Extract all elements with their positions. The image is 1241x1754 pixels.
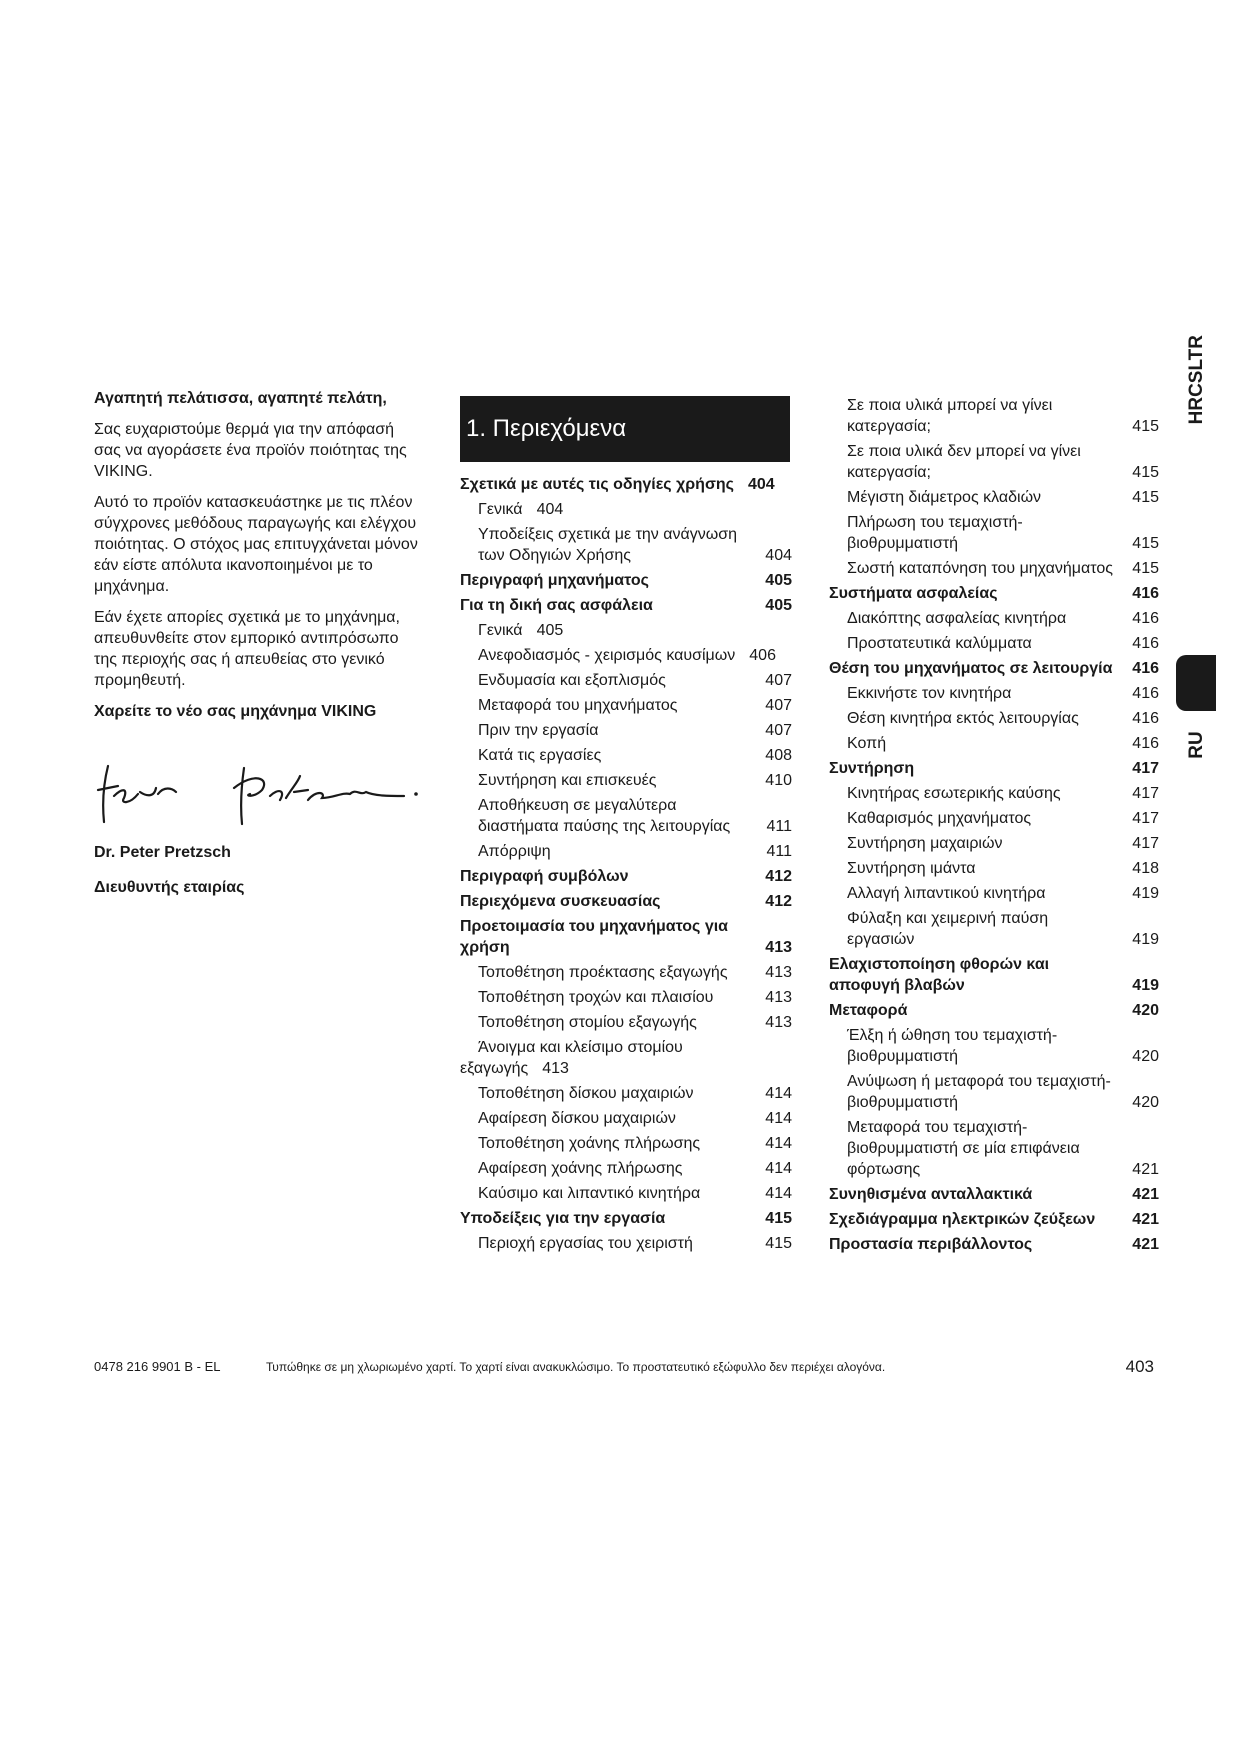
side-tab-marker (1176, 655, 1216, 711)
toc-subsection-entry (829, 858, 1159, 879)
toc-entry-title: Σχετικά με αυτές τις οδηγίες χρήσης (460, 476, 734, 493)
toc-subsection-entry (460, 962, 792, 983)
toc-entry-page: 414 (765, 1185, 792, 1202)
toc-section-entry (829, 658, 1159, 679)
toc-entry-page: 413 (542, 1060, 569, 1077)
toc-subsection-entry (460, 670, 792, 691)
toc-subsection-entry (829, 512, 1159, 554)
toc-entry-page: 415 (1132, 489, 1159, 506)
toc-section-entry (829, 1184, 1159, 1205)
intro-paragraph: Αυτό το προϊόν κατασκευάστηκε με τις πλέον σύγχρονες μεθόδους παραγωγής και ελέγχου ποιότητας. Ο στόχος μας επιτυγχάνεται μόνον εάν είστε απόλυτα ικανοποιημένοι με το μηχάνημα. (94, 494, 418, 595)
toc-entry-page: 414 (765, 1160, 792, 1177)
toc-column-2 (829, 395, 1159, 1259)
toc-entry-page: 411 (766, 843, 792, 860)
toc-entry-page: 407 (765, 672, 792, 689)
toc-entry-title: Σχεδιάγραμμα ηλεκτρικών ζεύξεων (829, 1211, 1096, 1228)
toc-entry-title: Συντήρηση μαχαιριών (847, 835, 1003, 852)
toc-subsection-entry (829, 1071, 1159, 1113)
toc-subsection-entry (460, 770, 792, 791)
toc-entry-page: 411 (766, 818, 792, 835)
toc-entry-title: Υποδείξεις για την εργασία (460, 1210, 666, 1227)
toc-subsection-entry (460, 987, 792, 1008)
toc-entry-page: 420 (1132, 1002, 1159, 1019)
toc-subsection-entry (460, 1012, 792, 1033)
toc-entry-title: Σε ποια υλικά δεν μπορεί να γίνει κατεργασία; (847, 443, 1081, 481)
page-number: 403 (1125, 1357, 1154, 1376)
toc-section-entry (829, 758, 1159, 779)
toc-entry-title: Περιγραφή μηχανήματος (460, 572, 649, 589)
toc-subsection-entry (460, 720, 792, 741)
toc-subsection-entry (829, 908, 1159, 950)
toc-entry-page: 406 (749, 647, 776, 664)
toc-subsection-entry (460, 1037, 792, 1079)
toc-entry-title: Συντήρηση ιμάντα (847, 860, 976, 877)
signature-image (94, 752, 424, 832)
toc-section-entry (460, 570, 792, 591)
toc-column-1 (460, 474, 792, 1258)
toc-entry-page: 405 (765, 572, 792, 589)
toc-entry-page: 415 (1132, 560, 1159, 577)
toc-entry-title: Θέση κινητήρα εκτός λειτουργίας (847, 710, 1079, 727)
toc-entry-title: Έλξη ή ώθηση του τεμαχιστή-βιοθρυμματιστή (847, 1027, 1058, 1065)
toc-entry-page: 414 (765, 1135, 792, 1152)
toc-entry-page: 410 (765, 772, 792, 789)
toc-entry-page: 416 (1132, 735, 1159, 752)
toc-entry-page: 416 (1132, 660, 1159, 677)
toc-entry-title: Συστήματα ασφαλείας (829, 585, 998, 602)
toc-subsection-entry (460, 841, 792, 862)
toc-entry-page: 415 (1132, 464, 1159, 481)
toc-entry-page: 416 (1132, 585, 1159, 602)
toc-entry-title: Πλήρωση του τεμαχιστή-βιοθρυμματιστή (847, 514, 1023, 552)
document-code: 0478 216 9901 B - EL (94, 1359, 221, 1374)
toc-entry-title: Προστασία περιβάλλοντος (829, 1236, 1033, 1253)
toc-entry-title: Αφαίρεση χοάνης πλήρωσης (478, 1160, 683, 1177)
toc-entry-title: Γενικά (478, 501, 523, 518)
toc-entry-page: 421 (1132, 1211, 1159, 1228)
toc-entry-page: 416 (1132, 635, 1159, 652)
toc-entry-title: Φύλαξη και χειμερινή παύση εργασιών (847, 910, 1049, 948)
toc-section-entry (829, 1234, 1159, 1255)
toc-subsection-entry (829, 487, 1159, 508)
toc-entry-page: 419 (1132, 885, 1159, 902)
toc-entry-title: Μεταφορά του μηχανήματος (478, 697, 678, 714)
toc-entry-title: Περιοχή εργασίας του χειριστή (478, 1235, 693, 1252)
toc-entry-page: 414 (765, 1085, 792, 1102)
side-tab-model (1180, 335, 1214, 435)
toc-section-entry (829, 954, 1159, 996)
toc-entry-page: 404 (748, 476, 775, 493)
footer-note: Τυπώθηκε σε μη χλωριωμένο χαρτί. Το χαρτί είναι ανακυκλώσιμο. Το προστατευτικό εξώφυλλο δεν περιέχει αλογόνα. (266, 1360, 886, 1374)
toc-entry-page: 417 (1132, 835, 1159, 852)
toc-entry-title: Σε ποια υλικά μπορεί να γίνει κατεργασία; (847, 397, 1053, 435)
toc-subsection-entry (460, 1083, 792, 1104)
toc-entry-title: Μεταφορά του τεμαχιστή-βιοθρυμματιστή σε μία επιφάνεια φόρτωσης (847, 1119, 1080, 1178)
toc-entry-page: 416 (1132, 685, 1159, 702)
toc-entry-title: Τοποθέτηση χοάνης πλήρωσης (478, 1135, 701, 1152)
toc-entry-title: Διακόπτης ασφαλείας κινητήρα (847, 610, 1067, 627)
toc-entry-title: Εκκινήστε τον κινητήρα (847, 685, 1012, 702)
toc-entry-title: Αλλαγή λιπαντικού κινητήρα (847, 885, 1046, 902)
toc-subsection-entry (829, 633, 1159, 654)
toc-entry-page: 419 (1132, 931, 1159, 948)
toc-entry-page: 413 (765, 1014, 792, 1031)
signer-title: Διευθυντής εταιρίας (94, 879, 245, 896)
toc-subsection-entry (460, 1133, 792, 1154)
toc-entry-page: 420 (1132, 1048, 1159, 1065)
toc-entry-page: 421 (1132, 1186, 1159, 1203)
toc-section-entry (460, 916, 792, 958)
toc-subsection-entry (829, 783, 1159, 804)
toc-entry-page: 405 (765, 597, 792, 614)
toc-entry-title: Κατά τις εργασίες (478, 747, 602, 764)
toc-entry-page: 413 (765, 939, 792, 956)
toc-section-entry (460, 1208, 792, 1229)
intro-paragraph: Σας ευχαριστούμε θερμά για την απόφασή σας να αγοράσετε ένα προϊόν ποιότητας της VIKING. (94, 421, 407, 480)
toc-subsection-entry (829, 808, 1159, 829)
toc-entry-page: 417 (1132, 785, 1159, 802)
intro-paragraph: Εάν έχετε απορίες σχετικά με το μηχάνημα, απευθυνθείτε στον εμπορικό αντιπρόσωπο της περιοχής σας ή απευθείας στο γενικό προμηθευτή. (94, 609, 400, 689)
toc-entry-title: Άνοιγμα και κλείσιμο στομίου εξαγωγής (460, 1039, 683, 1077)
toc-entry-page: 421 (1132, 1161, 1159, 1178)
toc-subsection-entry (460, 645, 792, 666)
toc-entry-page: 416 (1132, 610, 1159, 627)
toc-entry-page: 415 (1132, 535, 1159, 552)
toc-entry-page: 414 (765, 1110, 792, 1127)
toc-entry-title: Τοποθέτηση στομίου εξαγωγής (478, 1014, 697, 1031)
toc-entry-title: Ανύψωση ή μεταφορά του τεμαχιστή-βιοθρυμματιστή (847, 1073, 1111, 1111)
toc-subsection-entry (829, 708, 1159, 729)
toc-entry-page: 421 (1132, 1236, 1159, 1253)
toc-entry-title: Υποδείξεις σχετικά με την ανάγνωση των Οδηγιών Χρήσης (478, 526, 737, 564)
toc-subsection-entry (460, 745, 792, 766)
toc-entry-title: Προετοιμασία του μηχανήματος για χρήση (460, 918, 728, 956)
toc-entry-page: 419 (1132, 977, 1159, 994)
toc-entry-page: 416 (1132, 710, 1159, 727)
toc-subsection-entry (829, 441, 1159, 483)
toc-entry-title: Αποθήκευση σε μεγαλύτερα διαστήματα παύσης της λειτουργίας (478, 797, 731, 835)
toc-entry-title: Συντήρηση και επισκευές (478, 772, 657, 789)
side-tab-model-label: HRCSLTR (1186, 335, 1207, 425)
toc-entry-page: 412 (765, 893, 792, 910)
toc-subsection-entry (460, 1158, 792, 1179)
toc-entry-title: Περιγραφή συμβόλων (460, 868, 629, 885)
toc-entry-page: 412 (765, 868, 792, 885)
toc-entry-page: 404 (536, 501, 564, 518)
toc-entry-page: 415 (765, 1210, 792, 1227)
toc-entry-title: Μεταφορά (829, 1002, 908, 1019)
toc-subsection-entry (829, 883, 1159, 904)
toc-subsection-entry (460, 695, 792, 716)
toc-entry-page: 417 (1132, 760, 1159, 777)
toc-subsection-entry (829, 1117, 1159, 1180)
toc-entry-page: 407 (765, 722, 792, 739)
toc-entry-page: 415 (1132, 418, 1159, 435)
toc-entry-page: 415 (765, 1235, 792, 1252)
toc-subsection-entry (460, 620, 792, 641)
toc-entry-title: Μέγιστη διάμετρος κλαδιών (847, 489, 1042, 506)
toc-entry-title: Συντήρηση (829, 760, 915, 777)
toc-entry-title: Ανεφοδιασμός - χειρισμός καυσίμων (478, 647, 736, 664)
toc-entry-page: 404 (765, 547, 792, 564)
toc-subsection-entry (829, 558, 1159, 579)
toc-subsection-entry (829, 395, 1159, 437)
toc-subsection-entry (460, 524, 792, 566)
toc-entry-page: 418 (1132, 860, 1159, 877)
toc-entry-title: Συνηθισμένα ανταλλακτικά (829, 1186, 1033, 1203)
toc-subsection-entry (460, 1233, 792, 1254)
toc-entry-title: Κοπή (847, 735, 887, 752)
toc-section-entry (460, 891, 792, 912)
toc-entry-title: Απόρριψη (478, 843, 551, 860)
toc-entry-title: Γενικά (478, 622, 523, 639)
toc-section-entry (829, 583, 1159, 604)
toc-title-bar (460, 396, 790, 462)
toc-section-entry (829, 1000, 1159, 1021)
toc-entry-title: Κινητήρας εσωτερικής καύσης (847, 785, 1061, 802)
toc-entry-page: 420 (1132, 1094, 1159, 1111)
toc-entry-page: 405 (536, 622, 564, 639)
toc-subsection-entry (460, 795, 792, 837)
toc-entry-title: Τοποθέτηση τροχών και πλαισίου (478, 989, 714, 1006)
toc-subsection-entry (829, 683, 1159, 704)
toc-entry-page: 417 (1132, 810, 1159, 827)
toc-entry-title: Για τη δική σας ασφάλεια (460, 597, 653, 614)
toc-entry-title: Καύσιμο και λιπαντικό κινητήρα (478, 1185, 701, 1202)
toc-entry-title: Αφαίρεση δίσκου μαχαιριών (478, 1110, 676, 1127)
toc-subsection-entry (829, 833, 1159, 854)
toc-subsection-entry (829, 733, 1159, 754)
toc-entry-title: Θέση του μηχανήματος σε λειτουργία (829, 660, 1113, 677)
toc-entry-page: 413 (765, 989, 792, 1006)
toc-subsection-entry (829, 1025, 1159, 1067)
toc-section-entry (829, 1209, 1159, 1230)
enjoy-line: Χαρείτε το νέο σας μηχάνημα VIKING (94, 703, 377, 720)
toc-entry-title: Σωστή καταπόνηση του μηχανήματος (847, 560, 1113, 577)
toc-subsection-entry (829, 608, 1159, 629)
toc-section-entry (460, 866, 792, 887)
toc-entry-page: 413 (765, 964, 792, 981)
intro-letter (94, 388, 424, 898)
side-tab-language-label: RU (1186, 731, 1207, 759)
toc-subsection-entry (460, 1183, 792, 1204)
greeting: Αγαπητή πελάτισσα, αγαπητέ πελάτη, (94, 390, 387, 407)
toc-entry-page: 408 (765, 747, 792, 764)
toc-entry-title: Τοποθέτηση προέκτασης εξαγωγής (478, 964, 728, 981)
toc-entry-title: Προστατευτικά καλύμματα (847, 635, 1032, 652)
toc-section-entry (460, 595, 792, 616)
toc-entry-title: Πριν την εργασία (478, 722, 599, 739)
toc-section-entry (460, 474, 792, 495)
signer-name: Dr. Peter Pretzsch (94, 844, 231, 861)
handwritten-signature (94, 752, 424, 832)
toc-entry-title: Καθαρισμός μηχανήματος (847, 810, 1032, 827)
toc-entry-title: Ελαχιστοποίηση φθορών και αποφυγή βλαβών (829, 956, 1050, 994)
side-tab-language (1180, 728, 1214, 762)
toc-subsection-entry (460, 1108, 792, 1129)
toc-entry-title: Τοποθέτηση δίσκου μαχαιριών (478, 1085, 694, 1102)
toc-entry-page: 407 (765, 697, 792, 714)
toc-entry-title: Ενδυμασία και εξοπλισμός (478, 672, 666, 689)
toc-subsection-entry (460, 499, 792, 520)
toc-title: 1. Περιεχόμενα (466, 415, 627, 442)
toc-entry-title: Περιεχόμενα συσκευασίας (460, 893, 661, 910)
